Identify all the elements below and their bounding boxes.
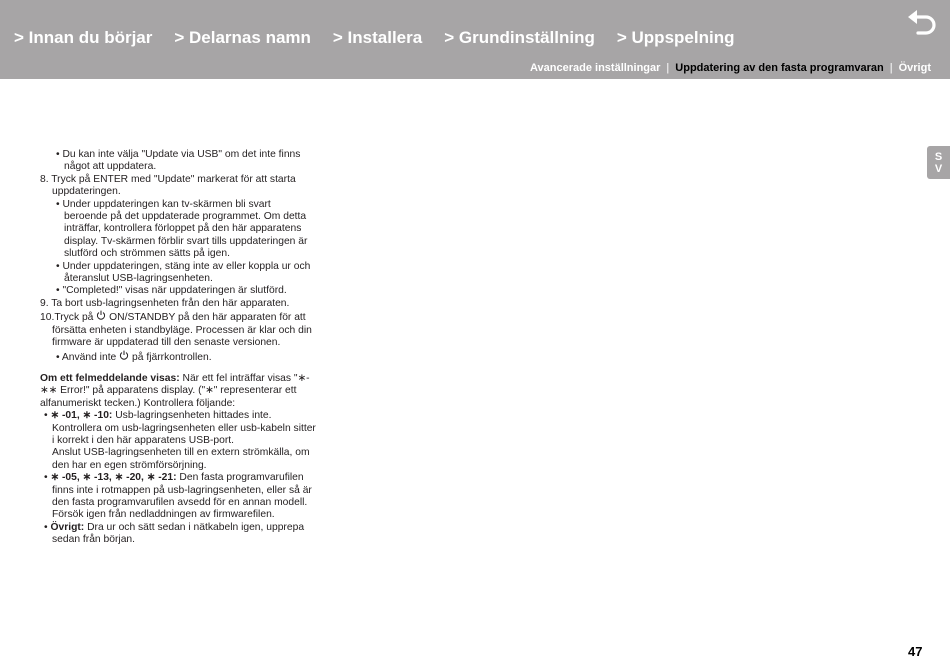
bullet-text: • Använd inte: [56, 351, 120, 363]
step-9: 9. Ta bort usb-lagringsenheten från den här apparaten.: [40, 297, 290, 309]
nav-uppspelning[interactable]: > Uppspelning: [616, 28, 735, 47]
error-intro: [40, 373, 316, 410]
subnav-uppdatering[interactable]: Uppdatering av den fasta programvaran: [675, 62, 884, 74]
bullet-dot: •: [44, 521, 51, 533]
sub-nav: [530, 62, 931, 74]
language-tab[interactable]: [927, 146, 950, 179]
subnav-separator: |: [889, 62, 893, 74]
back-button[interactable]: [905, 8, 939, 38]
lang-letter: S: [934, 151, 943, 163]
bullet-item: • "Completed!" visas när uppdateringen är slutförd.: [56, 285, 287, 297]
bullet-item: • Du kan inte välja "Update via USB" om det inte finns något att uppdatera.: [56, 149, 301, 173]
lang-letter: V: [934, 163, 943, 175]
header-bar: [0, 0, 950, 79]
return-arrow-icon: [905, 8, 939, 38]
error-text: Usb-lagringsenheten hittades inte. Kontrollera om usb-lagringsenheten eller usb-kabeln sitter i korrekt i den här apparatens USB-port.: [52, 410, 316, 446]
nav-installera[interactable]: > Installera: [332, 28, 423, 47]
bullet-item: • Under uppdateringen, stäng inte av eller koppla ur och återanslut USB-lagringsenheten.: [56, 260, 311, 285]
error-code: ∗ -01, ∗ -10:: [50, 410, 113, 422]
error-text: Dra ur och sätt sedan i nätkabeln igen, upprepa sedan från början.: [52, 521, 305, 546]
step-8: 8. Tryck på ENTER med "Update" markerat för att starta uppdateringen.: [40, 173, 296, 198]
power-icon: [96, 310, 106, 320]
bullet-dot: •: [44, 472, 51, 484]
top-nav: [14, 28, 756, 48]
error-intro-text: När ett fel inträffar visas "∗-∗∗ Error!" på apparatens display. ("∗" representerar ett alfanumeriskt tecken.) Kontrollera följande:: [40, 372, 310, 409]
error-item: [40, 472, 316, 522]
error-item: [40, 410, 316, 447]
page-number: 47: [908, 644, 923, 659]
spacer: [40, 364, 316, 373]
subnav-avancerade[interactable]: Avancerade inställningar: [530, 62, 661, 74]
bullet-dot: •: [44, 410, 51, 422]
subnav-separator: |: [666, 62, 670, 74]
nav-innan-du-borjar[interactable]: > Innan du börjar: [14, 28, 153, 47]
step-10-text: ON/STANDBY på den här apparaten för att försätta enheten i standbyläge. Processen är klar och din firmware är uppdaterad till den senaste versionen.: [52, 312, 312, 349]
nav-grundinstallning[interactable]: > Grundinställning: [444, 28, 595, 47]
bullet-text: på fjärrkontrollen.: [129, 351, 212, 363]
error-heading: Om ett felmeddelande visas:: [40, 372, 180, 384]
step-10-text: 10.Tryck på: [40, 312, 97, 324]
instructions-column: [40, 149, 316, 547]
step-10: [40, 310, 316, 349]
error-item: [40, 522, 316, 547]
error-item-extra: Anslut USB-lagringsenheten till en extern strömkälla, om den har en egen strömförsörjning.: [52, 447, 310, 471]
nav-delarnas-namn[interactable]: > Delarnas namn: [174, 28, 311, 47]
error-text: Den fasta programvarufilen finns inte i rotmappen på usb-lagringsenheten, eller så är den fasta programvarufilen avsedd för en annan modell. Försök igen från nedladdningen av firmwarefilen.: [52, 472, 312, 521]
bullet-item: • Under uppdateringen kan tv-skärmen bli svart beroende på det uppdaterade programmet. Om detta inträffar, kontrollera förloppet på den här apparatens display. Tv-skärmen förblir svart tills uppdateringen är slutförd och strömmen sätts på igen.: [56, 198, 308, 260]
subnav-ovrigt[interactable]: Övrigt: [898, 62, 931, 74]
bullet-item: [40, 350, 316, 364]
power-icon: [119, 350, 129, 360]
error-code: Övrigt:: [50, 521, 85, 533]
error-code: ∗ -05, ∗ -13, ∗ -20, ∗ -21:: [50, 472, 177, 484]
